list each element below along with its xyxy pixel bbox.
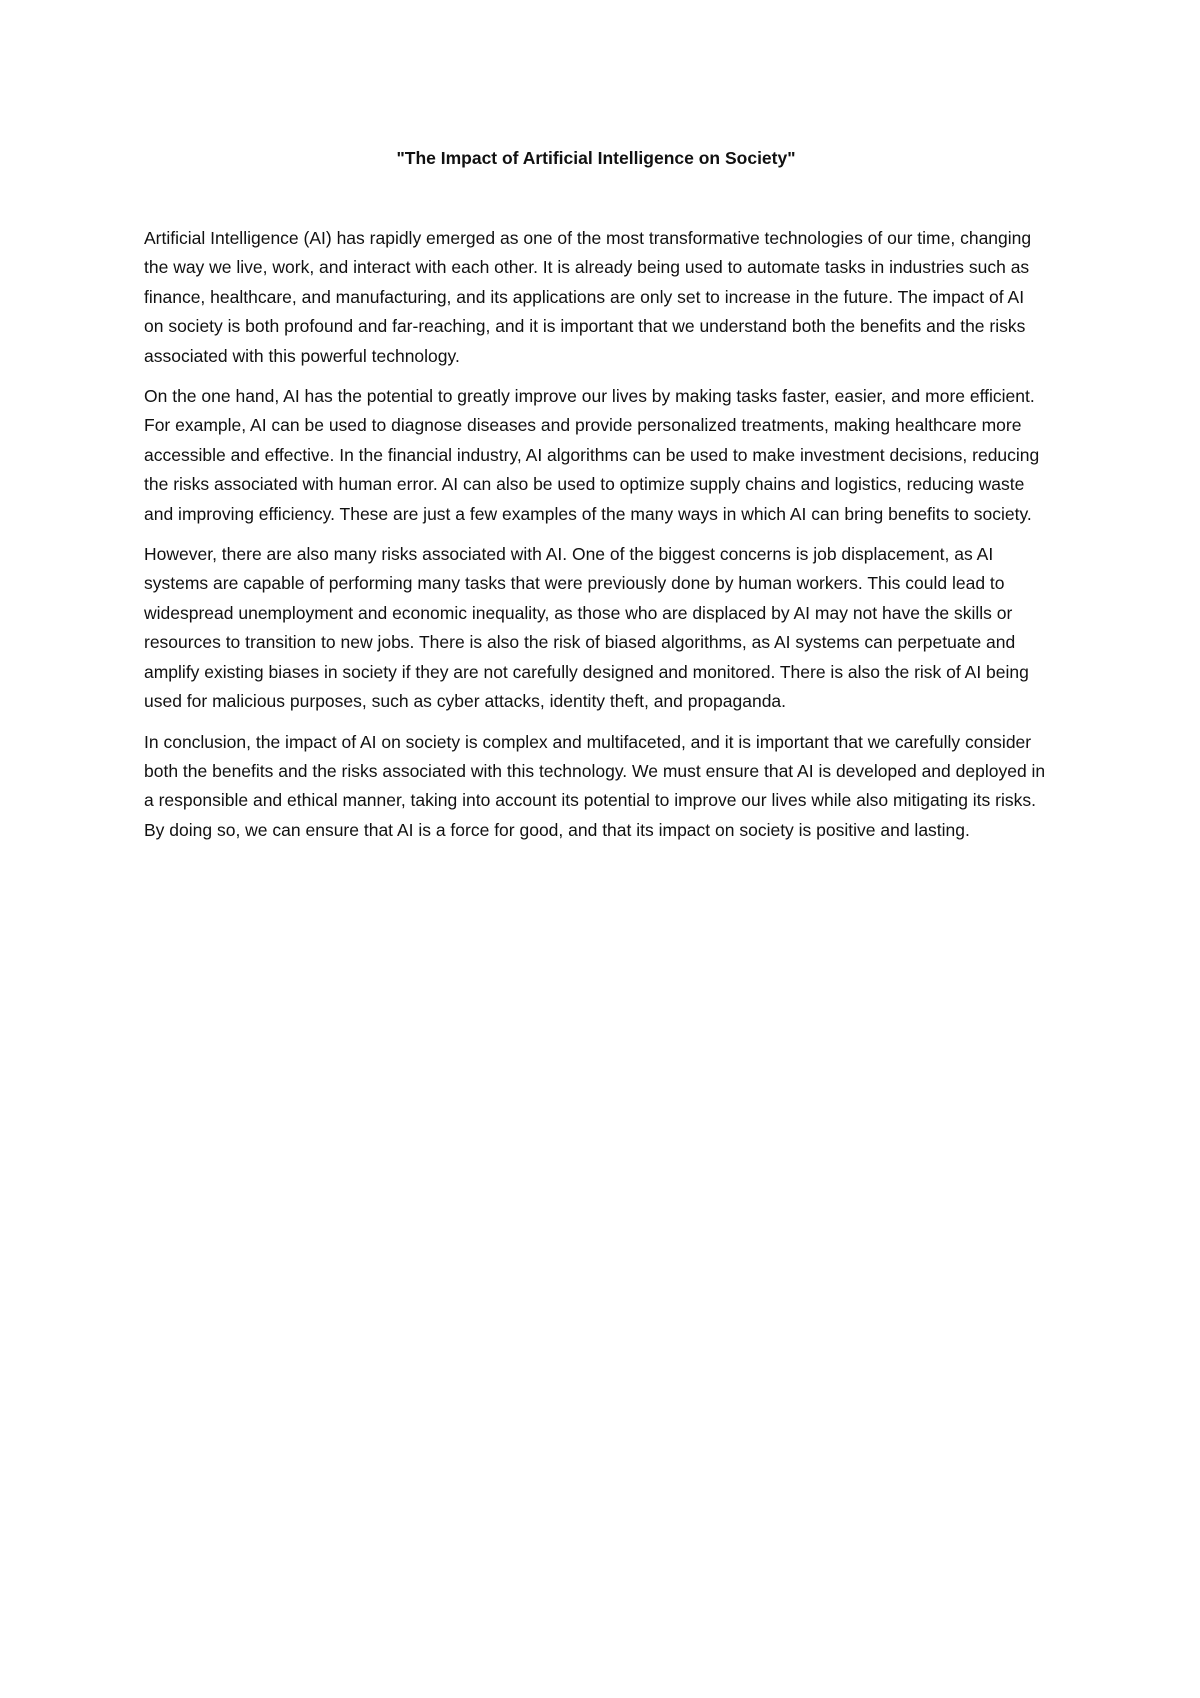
paragraph-benefits: On the one hand, AI has the potential to greatly improve our lives by making tasks faster, easier, and more efficient. For example, AI can be used to diagnose diseases and provide personalized treatments, making healthcare more accessible and effective. In the financial industry, AI algorithms can be used to make investment decisions, reducing the risks associated with human error. AI can also be used to optimize supply chains and logistics, reducing waste and improving efficiency. These are just a few examples of the many ways in which AI can bring benefits to society. (144, 386, 1040, 524)
paragraph-conclusion: In conclusion, the impact of AI on society is complex and multifaceted, and it is important that we carefully consider both the benefits and the risks associated with this technology. We must ensure that AI is developed and deployed in a responsible and ethical manner, taking into account its potential to improve our lives while also mitigating its risks. By doing so, we can ensure that AI is a force for good, and that its impact on society is positive and lasting. (144, 731, 1046, 840)
paragraph-risks: However, there are also many risks associated with AI. One of the biggest concerns is job displacement, as AI systems are capable of performing many tasks that were previously done by human workers. This could lead to widespread unemployment and economic inequality, as those who are displaced by AI may not have the skills or resources to transition to new jobs. There is also the risk of biased algorithms, as AI systems can perpetuate and amplify existing biases in society if they are not carefully designed and monitored. There is also the risk of AI being used for malicious purposes, such as cyber attacks, identity theft, and propaganda. (144, 544, 1029, 712)
paragraph-introduction: Artificial Intelligence (AI) has rapidly emerged as one of the most transformative technologies of our time, changing the way we live, work, and interact with each other. It is already being used to automate tasks in industries such as finance, healthcare, and manufacturing, and its applications are only set to increase in the future. The impact of AI on society is both profound and far-reaching, and it is important that we understand both the benefits and the risks associated with this powerful technology. (144, 228, 1032, 366)
document-body (144, 146, 1048, 856)
document-title: "The Impact of Artificial Intelligence on Society" (396, 148, 796, 168)
